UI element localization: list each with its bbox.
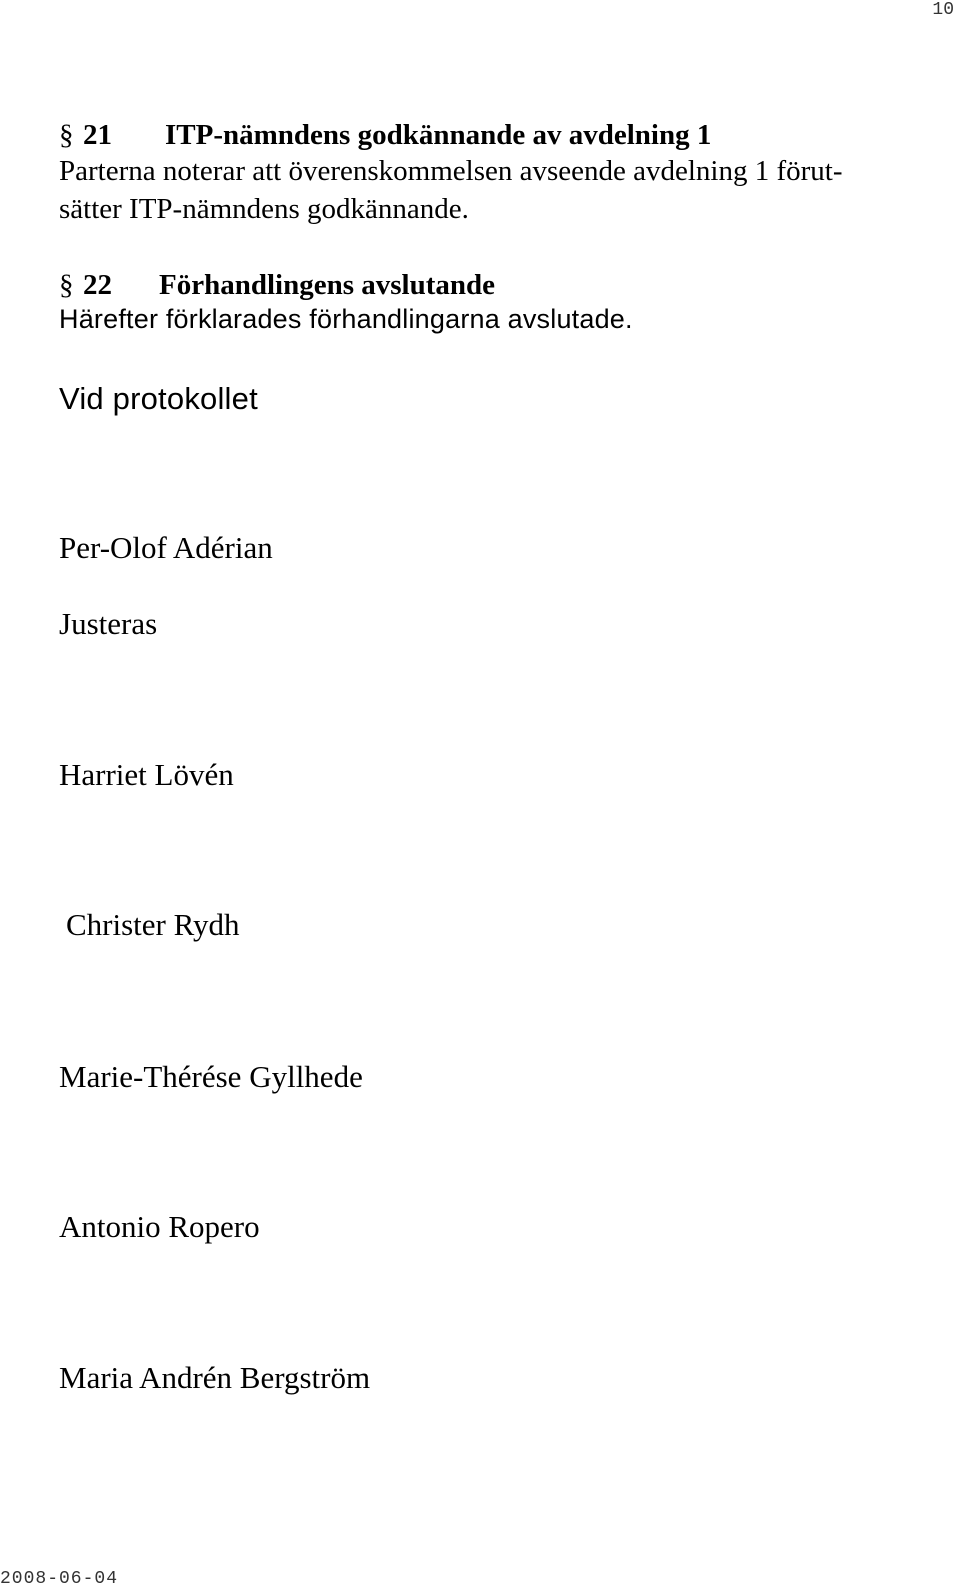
section-21: [59, 118, 843, 228]
section-22: [59, 268, 633, 336]
section-21-text-line-1: Parterna noterar att överenskommelsen avseende avdelning 1 förut-: [59, 155, 843, 187]
signer-name-4: Antonio Ropero: [59, 1209, 260, 1244]
section-21-heading: [59, 118, 843, 152]
section-22-text-line-1: Härefter förklarades förhandlingarna avslutade.: [59, 304, 633, 334]
section-21-text-line-2: sätter ITP-nämndens godkännande.: [59, 193, 469, 225]
footer-date: 2008-06-04: [0, 1569, 119, 1589]
signer-name-1: Harriet Lövén: [59, 757, 234, 792]
section-title: Förhandlingens avslutande: [159, 269, 496, 301]
signer-name-3: Marie-Thérése Gyllhede: [59, 1059, 363, 1094]
section-sign: §: [59, 119, 74, 151]
vid-protokollet-label: Vid protokollet: [59, 381, 258, 416]
page-number: 10: [932, 0, 954, 20]
section-sign: §: [59, 269, 74, 301]
signer-name-5: Maria Andrén Bergström: [59, 1360, 371, 1395]
section-22-heading: [59, 268, 633, 302]
section-title: ITP-nämndens godkännande av avdelning 1: [165, 119, 712, 151]
section-number: 21: [83, 119, 112, 151]
signer-name-2: Christer Rydh: [66, 907, 240, 942]
justeras-label: Justeras: [59, 606, 158, 641]
protocol-signer-name: Per-Olof Adérian: [59, 530, 273, 565]
section-number: 22: [83, 269, 112, 301]
